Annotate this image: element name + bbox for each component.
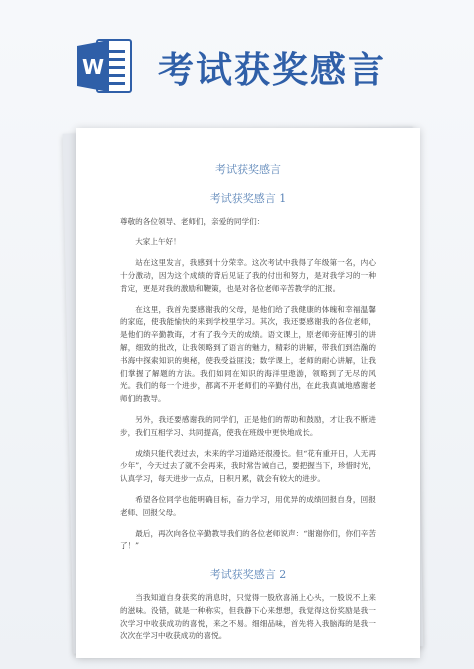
- paragraph: 另外，我还要感谢我的同学们，正是他们的帮助和鼓励，才让我不断进步，我们互相学习、共同提高，使我在班级中更快地成长。: [120, 414, 376, 437]
- paragraph: 在这里，我首先要感谢我的父母，是他们给了我健康的体魄和幸福温馨的家庭，使我能愉快的来到学校里学习。其次，我还要感谢我的各位老师，是他们的辛勤教诲，才有了我今天的成绩。语文课上，原老师旁征博引的讲解，细致的批改，让我领略到了语言的魅力，精彩的讲解，带我们到浩瀚的书海中探索知识的奥秘，使我受益匪浅；数学课上，老师的耐心讲解，让我们掌握了解题的方法。我们如同在知识的海洋里遨游，领略到了无尽的风光。我们的每一个进步，都离不开老师们的辛勤付出，在此我真诚地感谢老师们的教导。: [120, 304, 376, 404]
- paragraph: 当我知道自身获奖的消息时，只觉得一股欣喜涌上心头，一股说不上来的滋味。没错，就是一种称实，但我静下心来想想，我觉得这份奖励是我一次学习中收获成功的喜悦，来之不易。细细品味，首先将入我脑海的是我一次次在学习中收获成功的喜悦。: [120, 592, 376, 641]
- document-page: [76, 128, 420, 658]
- paragraph: 站在这里发言，我感到十分荣幸。这次考试中我得了年级第一名，内心十分激动，因为这个成绩的背后见证了我的付出和努力，是对我学习的一种肯定，更是对我的激励和鞭策，也是对各位老师辛苦教学的汇报。: [120, 258, 376, 293]
- paragraph: 希望各位同学也能明确目标，奋力学习，用优异的成绩回报自身，回报老师、回报父母。: [120, 494, 376, 517]
- paragraph: 成绩只能代表过去，未来的学习道路还很漫长。但“花有重开日，人无再少年”，今天过去了就不会再来，我时常告诫自己，要把握当下，珍惜时光，认真学习，每天进步一点点，日积月累，就会有较大的进步。: [120, 448, 376, 484]
- word-document-icon: [75, 36, 135, 96]
- document-title: 考试获奖感言: [215, 163, 281, 176]
- section-1-title: 考试获奖感言 1: [209, 191, 287, 205]
- paragraph: 最后，再次向各位辛勤教导我们的各位老师说声：“谢谢你们，你们辛苦了！”: [120, 528, 376, 551]
- banner-title: 考试获奖感言: [158, 50, 387, 91]
- section-2-title: 考试获奖感言 2: [209, 568, 287, 582]
- word-icon-letter: W: [81, 55, 105, 79]
- salutation: 尊敬的各位领导、老师们，亲爱的同学们：: [120, 216, 265, 226]
- greeting: 大家上午好！: [135, 237, 181, 247]
- banner: [0, 0, 474, 120]
